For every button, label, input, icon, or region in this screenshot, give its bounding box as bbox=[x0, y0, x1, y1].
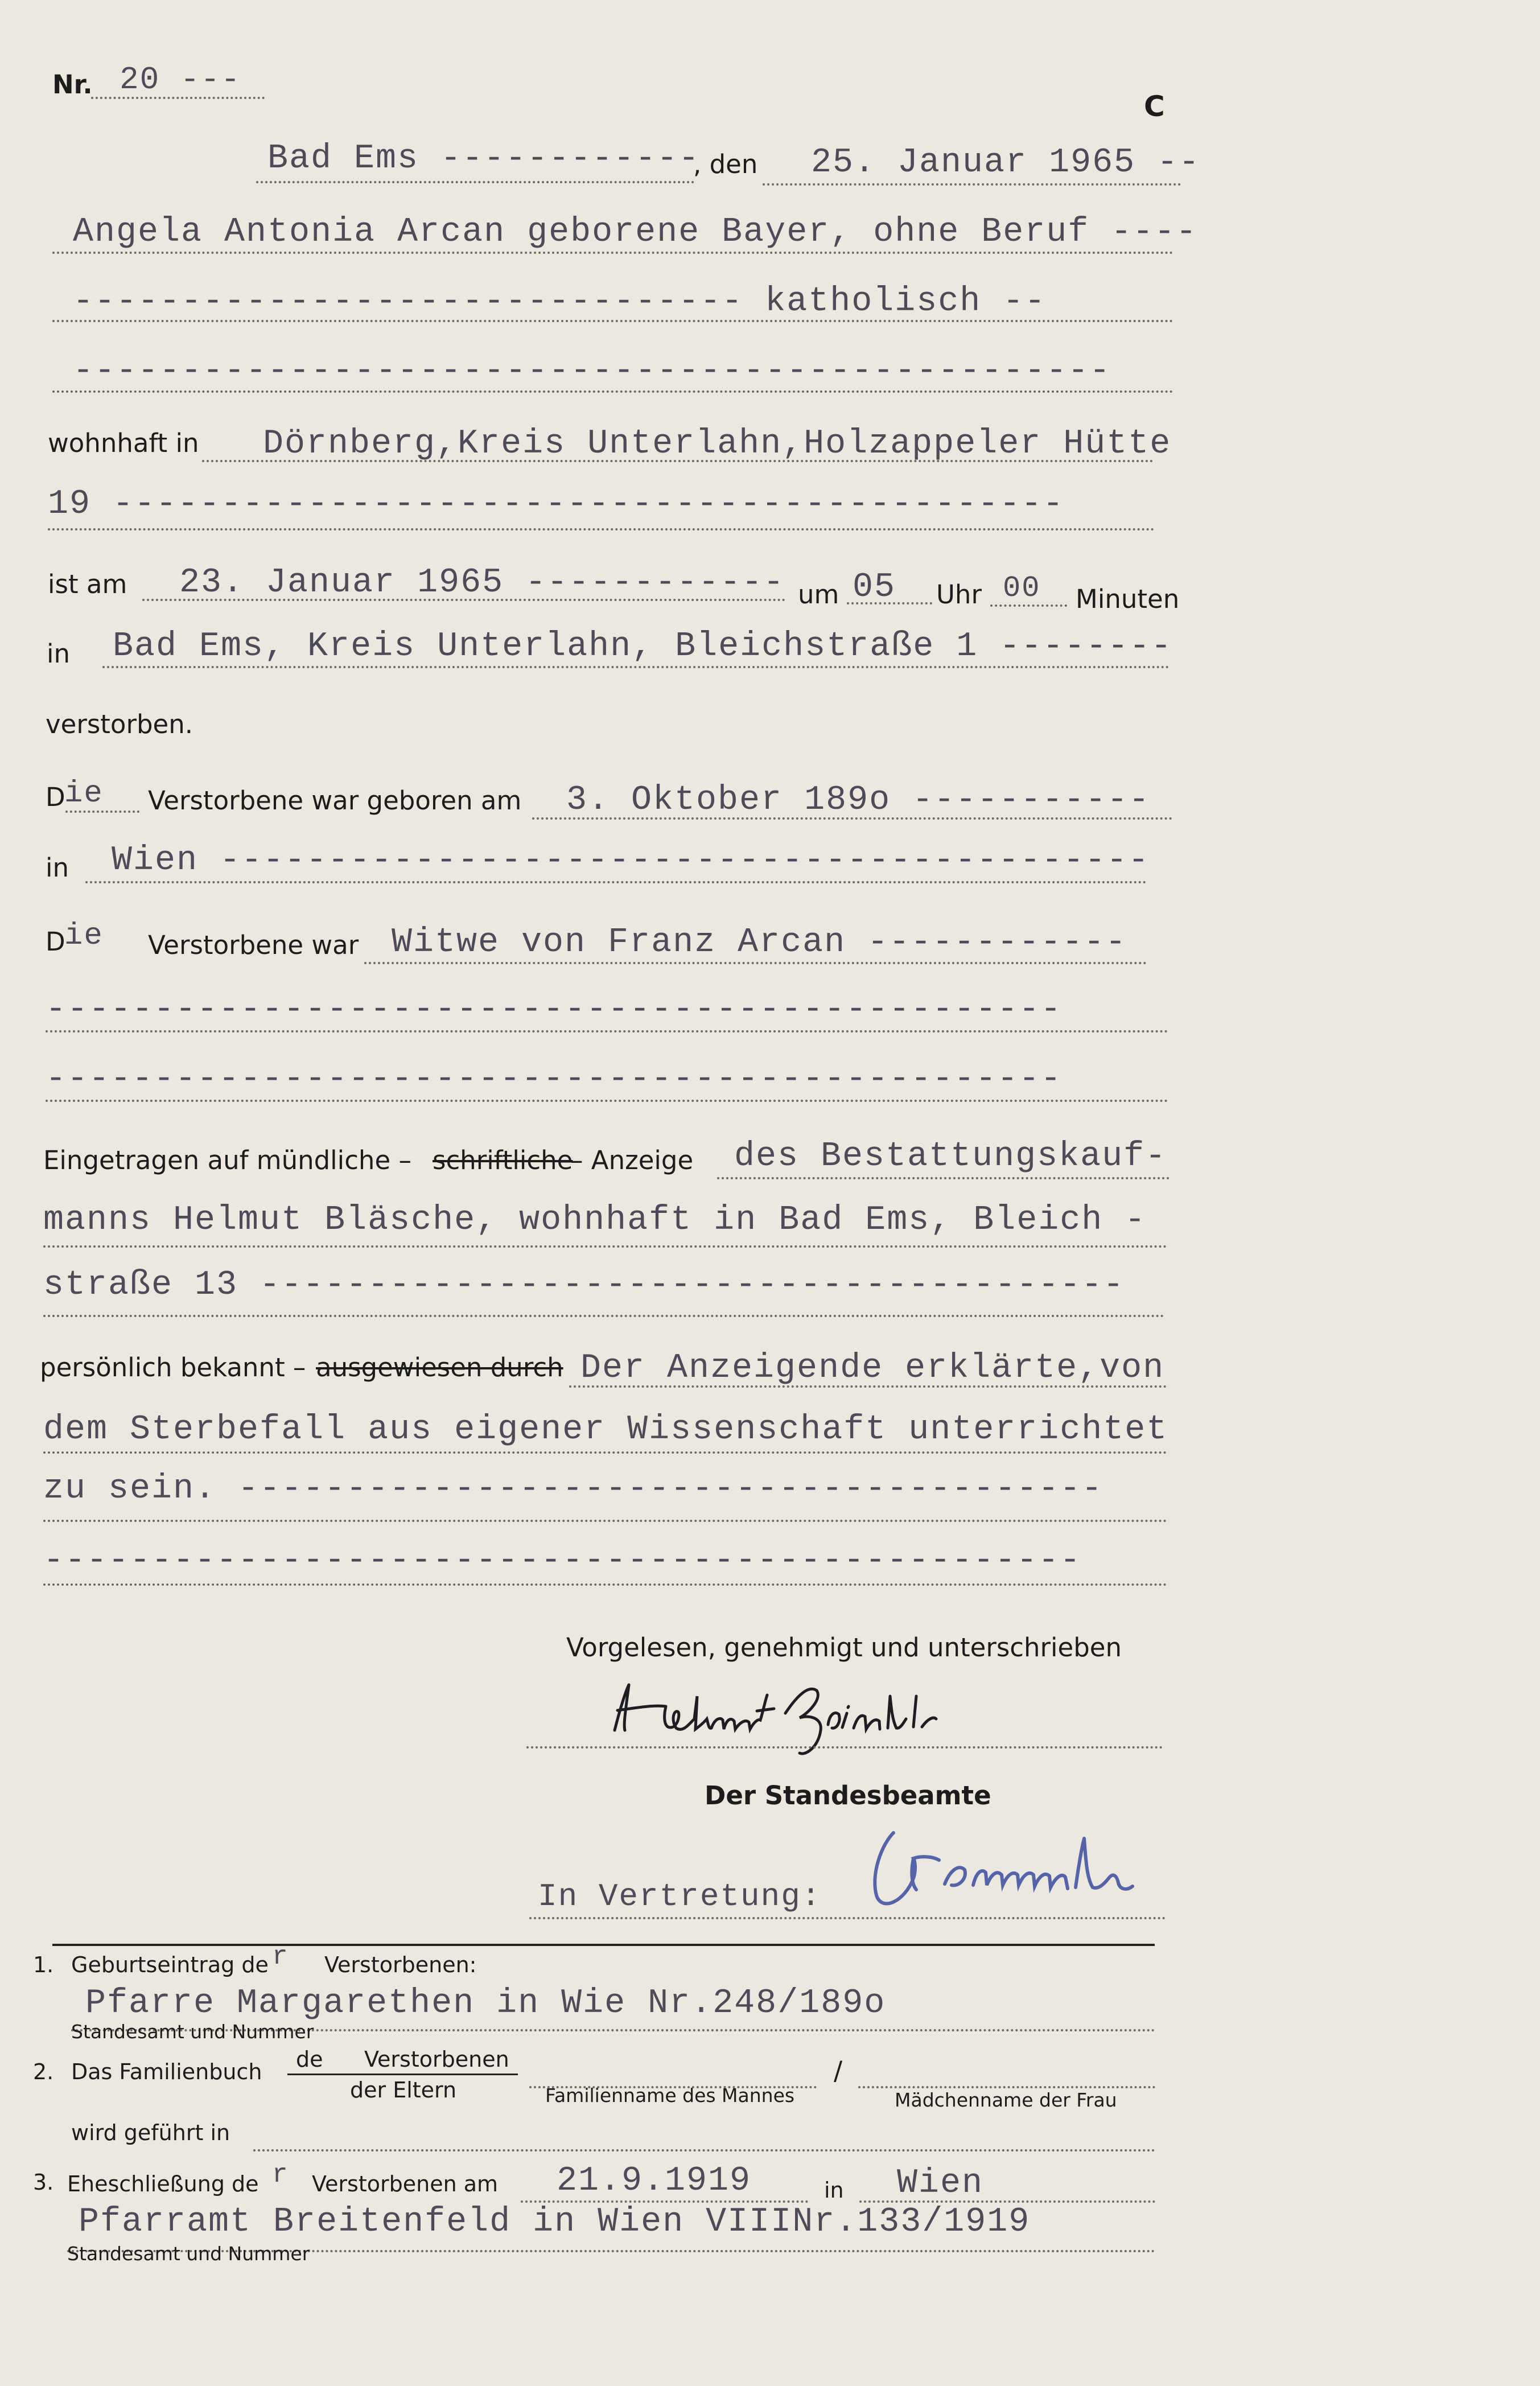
residence-dotted-line-2 bbox=[48, 528, 1155, 530]
place-dotted-line bbox=[256, 181, 694, 183]
identity-dotted-line-1 bbox=[569, 1385, 1167, 1388]
identity-dotted-line-4 bbox=[43, 1583, 1167, 1586]
marital-dotted-line-3 bbox=[46, 1100, 1168, 1102]
um-label: um bbox=[798, 579, 839, 610]
family-book-slash: / bbox=[834, 2056, 843, 2086]
residence-line-2: 19 -------------------------------------------- bbox=[48, 485, 1065, 524]
family-book-parents: der Eltern bbox=[350, 2078, 457, 2103]
wife-maiden-label: Mädchenname der Frau bbox=[895, 2089, 1117, 2111]
vertretung-label: In Vertretung: bbox=[538, 1878, 822, 1915]
residence-label: wohnhaft in bbox=[48, 428, 199, 458]
family-book-deceased: Verstorbenen bbox=[364, 2047, 509, 2072]
uhr-label: Uhr bbox=[936, 579, 982, 610]
identity-dotted-line-3 bbox=[43, 1520, 1167, 1522]
report-line-2: manns Helmut Bläsche, wohnhaft in Bad Ems, Bleich - bbox=[43, 1201, 1147, 1240]
marital-line-3: ----------------------------------------------- bbox=[46, 1060, 1063, 1099]
report-line-1: des Bestattungskauf- bbox=[734, 1137, 1167, 1176]
death-minutes-value: 00 bbox=[1003, 571, 1041, 605]
kept-in-label: wird geführt in bbox=[71, 2120, 230, 2145]
registrar-signature-dotted-line bbox=[526, 1746, 1163, 1749]
date-value: 25. Januar 1965 -- bbox=[811, 143, 1201, 182]
footnote-3-number: 3. bbox=[33, 2170, 54, 2195]
marriage-date-value: 21.9.1919 bbox=[557, 2162, 752, 2200]
family-book-label: Das Familienbuch bbox=[71, 2059, 262, 2084]
marital-die-typed: ie bbox=[64, 919, 104, 953]
ist-am-label: ist am bbox=[48, 569, 127, 599]
birth-entry-typed: r bbox=[272, 1942, 289, 1972]
husband-surname-label: Familienname des Mannes bbox=[545, 2084, 795, 2107]
marriage-registry-label: Standesamt und Nummer bbox=[67, 2243, 310, 2265]
identity-line-4: ------------------------------------------------ bbox=[43, 1541, 1082, 1580]
birth-place-value: Wien ------------------------------------------- bbox=[112, 841, 1150, 880]
person-dotted-line-3 bbox=[52, 390, 1173, 393]
identity-label-a: persönlich bekannt – bbox=[40, 1352, 306, 1383]
vertretung-dotted-line bbox=[529, 1917, 1166, 1919]
footnote-1-number: 1. bbox=[33, 1952, 54, 1977]
birth-place-dotted-line bbox=[85, 881, 1147, 883]
minuten-label: Minuten bbox=[1076, 584, 1180, 614]
identity-line-2: dem Sterbefall aus eigener Wissenschaft unterrichtet bbox=[43, 1410, 1168, 1449]
report-label-b: – Anzeige bbox=[570, 1145, 694, 1175]
report-label-struck: schriftliche bbox=[433, 1145, 573, 1175]
death-in-label: in bbox=[47, 639, 71, 669]
residence-line-1: Dörnberg,Kreis Unterlahn,Holzappeler Hütte bbox=[263, 425, 1172, 463]
death-date-value: 23. Januar 1965 ------------ bbox=[179, 563, 785, 602]
marital-dotted-line-2 bbox=[46, 1030, 1168, 1032]
person-filler-line: ------------------------------------------------ bbox=[73, 352, 1111, 390]
death-place-dotted-line bbox=[102, 666, 1170, 668]
kept-in-dotted-line bbox=[253, 2149, 1155, 2151]
marriage-label-a: Eheschließung de bbox=[67, 2171, 259, 2196]
birth-entry-label-b: Verstorbenen: bbox=[324, 1952, 477, 1977]
wife-maiden-dotted-line bbox=[858, 2086, 1155, 2088]
birth-date-value: 3. Oktober 189o ----------- bbox=[566, 781, 1151, 820]
place-value: Bad Ems ------------ bbox=[267, 139, 701, 178]
nr-label: Nr. bbox=[52, 69, 93, 100]
footnote-2-number: 2. bbox=[33, 2059, 54, 2084]
den-label: , den bbox=[693, 149, 758, 179]
marriage-typed: r bbox=[272, 2160, 289, 2190]
birth-label: Verstorbene war geboren am bbox=[148, 785, 522, 816]
identity-dotted-line-2 bbox=[43, 1451, 1167, 1454]
birth-date-dotted-line bbox=[532, 817, 1172, 820]
report-dotted-line-1 bbox=[717, 1177, 1170, 1179]
birth-in-label: in bbox=[46, 853, 69, 883]
identity-line-3: zu sein. ---------------------------------------- bbox=[43, 1470, 1103, 1508]
marriage-in-label: in bbox=[824, 2178, 844, 2203]
death-hour-value: 05 bbox=[853, 568, 896, 607]
marital-line-1: Witwe von Franz Arcan ------------ bbox=[392, 923, 1127, 962]
read-approved-label: Vorgelesen, genehmigt und unterschrieben bbox=[566, 1632, 1122, 1663]
birth-entry-label-a: Geburtseintrag de bbox=[71, 1952, 269, 1977]
minutes-dotted-line bbox=[990, 604, 1067, 607]
birth-die-dotted-line bbox=[65, 811, 139, 813]
verstorben-label: verstorben. bbox=[46, 709, 193, 739]
person-dotted-line-1 bbox=[52, 252, 1173, 254]
birth-entry-value: Pfarre Margarethen in Wie Nr.248/189o bbox=[85, 1984, 886, 2023]
marital-label: Verstorbene war bbox=[148, 930, 359, 960]
corner-letter: C bbox=[1144, 90, 1165, 123]
marriage-label-b: Verstorbenen am bbox=[312, 2171, 499, 2196]
death-date-dotted-line bbox=[142, 599, 785, 601]
report-line-3: straße 13 ---------------------------------------- bbox=[43, 1266, 1125, 1305]
marriage-place-value: Wien bbox=[897, 2164, 984, 2203]
date-dotted-line bbox=[763, 183, 1181, 186]
birth-entry-registry-label: Standesamt und Nummer bbox=[71, 2021, 314, 2043]
marital-die-prefix: D bbox=[46, 927, 65, 957]
person-religion-line: ------------------------------- katholisch -- bbox=[73, 282, 1047, 321]
official-title: Der Standesbeamte bbox=[705, 1780, 991, 1811]
family-book-divider bbox=[287, 2074, 518, 2075]
marital-dotted-line-1 bbox=[364, 962, 1147, 964]
person-dotted-line-2 bbox=[52, 320, 1173, 322]
residence-dotted-line-1 bbox=[202, 460, 1154, 462]
deputy-signature-image bbox=[859, 1816, 1167, 1918]
nr-value: 20 --- bbox=[120, 61, 241, 98]
person-name-line: Angela Antonia Arcan geborene Bayer, ohne Beruf ---- bbox=[73, 213, 1198, 252]
nr-dotted-line bbox=[91, 97, 265, 99]
identity-label-struck: ausgewiesen durch bbox=[316, 1352, 563, 1383]
hour-dotted-line bbox=[847, 602, 932, 604]
birth-die-prefix: D bbox=[46, 782, 65, 812]
footnotes-separator bbox=[52, 1944, 1155, 1946]
report-dotted-line-2 bbox=[43, 1245, 1167, 1248]
death-place-value: Bad Ems, Kreis Unterlahn, Bleichstraße 1 -------- bbox=[113, 627, 1173, 666]
marriage-registry-value: Pfarramt Breitenfeld in Wien VIIINr.133/1919 bbox=[79, 2203, 1031, 2241]
identity-line-1: Der Anzeigende erklärte,von bbox=[580, 1349, 1165, 1388]
family-book-de: de bbox=[296, 2047, 323, 2072]
marital-line-2: ----------------------------------------------- bbox=[46, 990, 1063, 1029]
birth-die-typed: ie bbox=[64, 776, 104, 811]
report-dotted-line-3 bbox=[43, 1315, 1164, 1317]
report-label-a: Eingetragen auf mündliche – bbox=[43, 1145, 411, 1175]
